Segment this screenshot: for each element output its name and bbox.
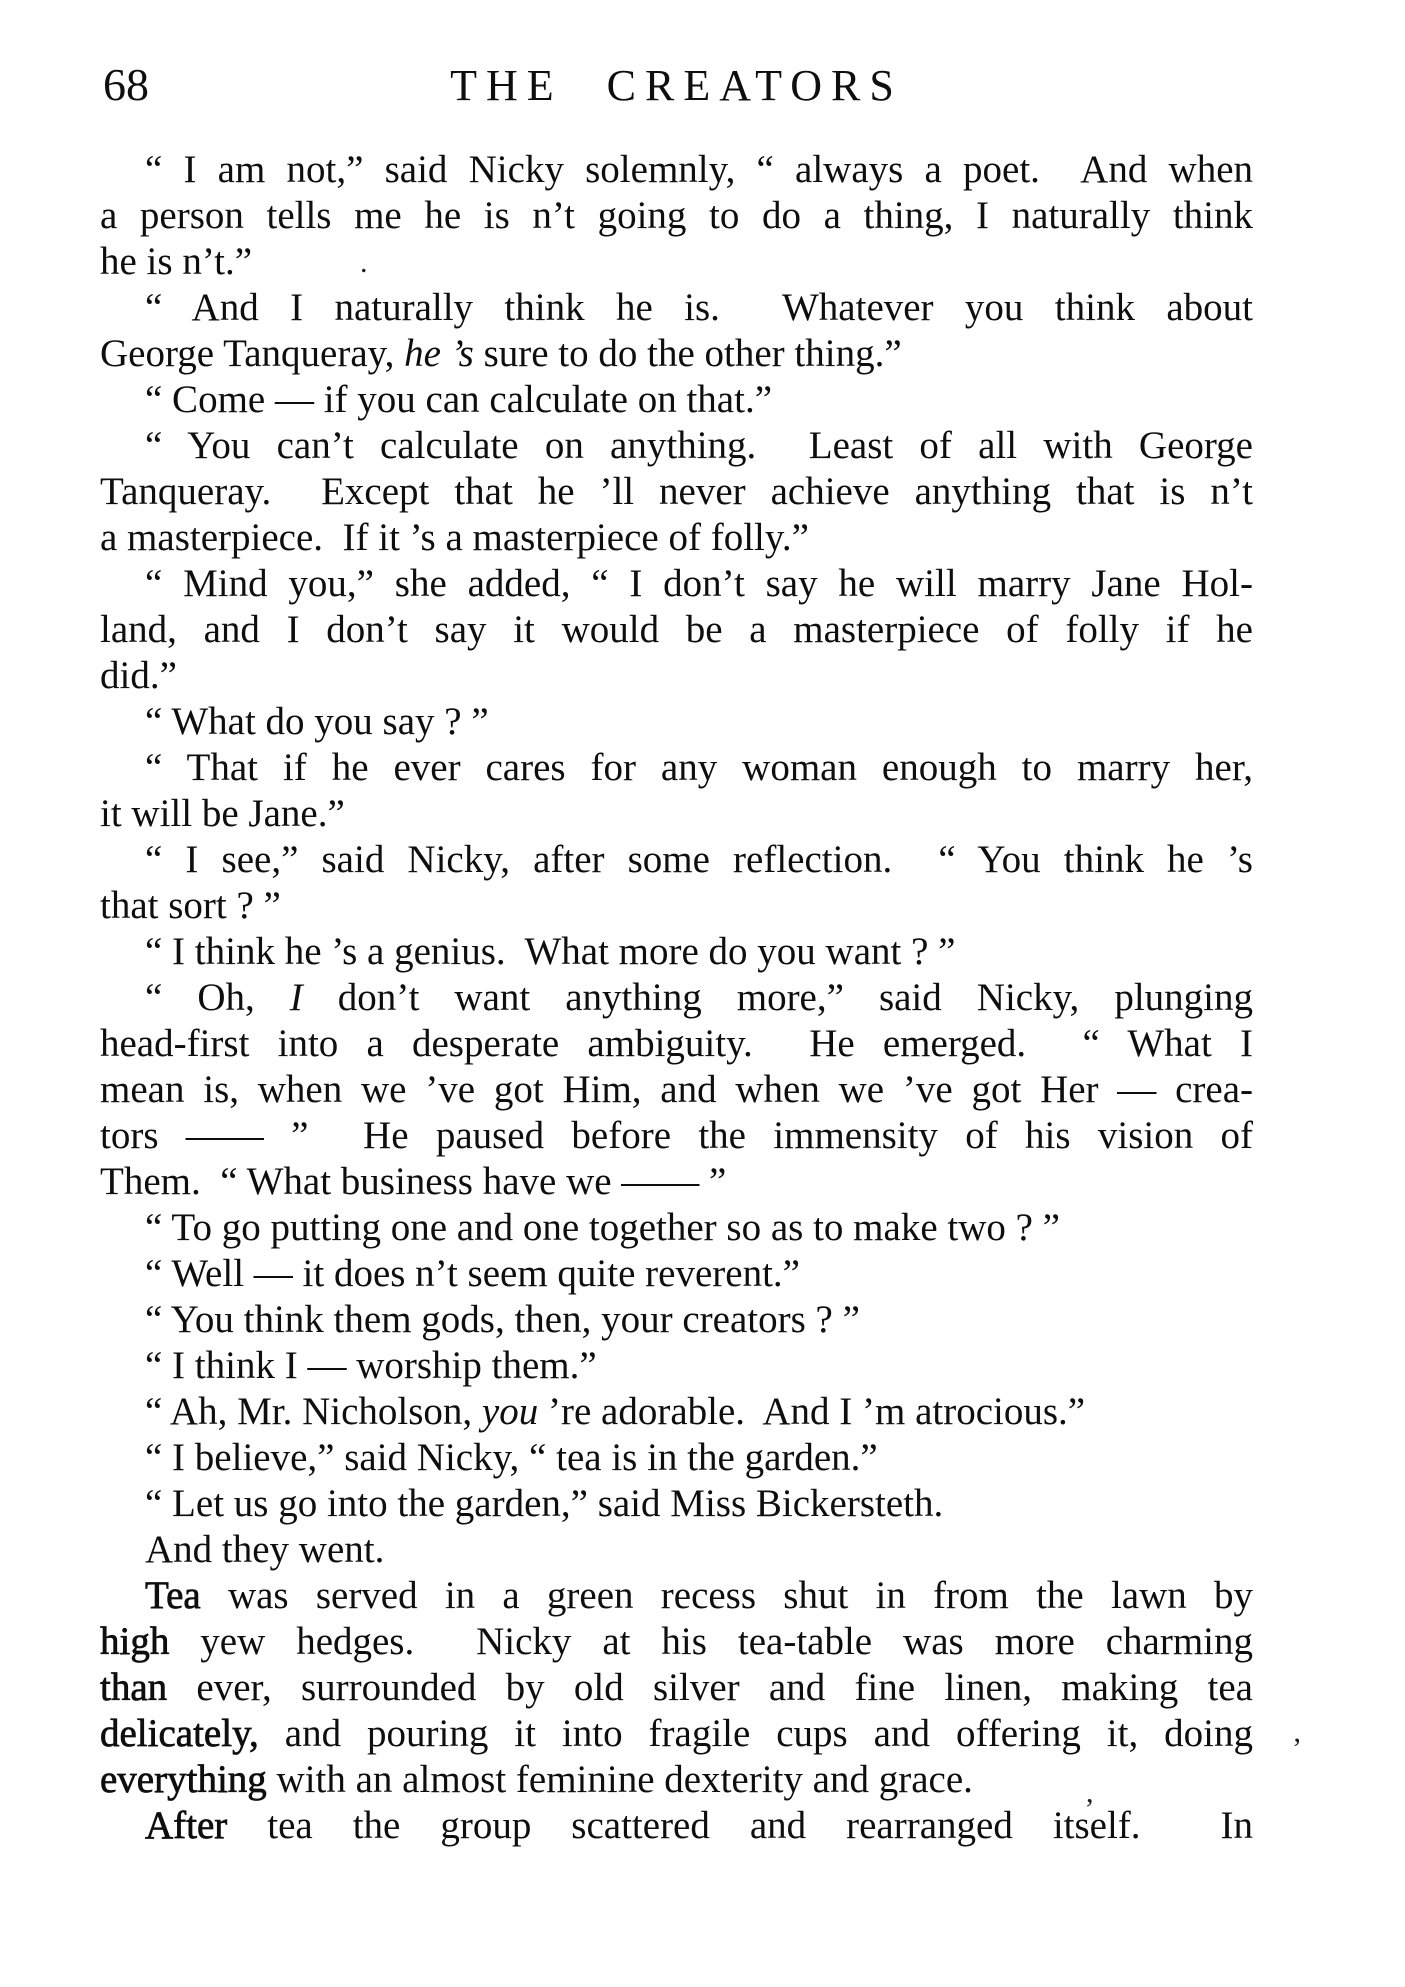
text-line (100, 745, 1253, 791)
text-segment: “ I think I — worship them.” (145, 1344, 597, 1387)
text-segment: “ Mind you,” she added, “ I don’t say he will marry Jane Hol- (145, 562, 1253, 605)
text-segment: Tea (145, 1574, 201, 1617)
text-segment: “ Come — if you can calculate on that.” (145, 378, 773, 421)
text-segment: you (481, 1390, 539, 1433)
text-segment: George Tanqueray, (100, 332, 405, 375)
scan-speck: . (360, 246, 368, 279)
text-line (100, 1619, 1253, 1665)
text-line (100, 285, 1253, 331)
text-segment: was served in a green recess shut in from the lawn by (200, 1574, 1253, 1617)
text-segment: ever, surrounded by old silver and fine linen, making tea (167, 1666, 1253, 1709)
text-line (100, 699, 1253, 745)
text-segment: delicately, (100, 1712, 259, 1755)
text-line (100, 1021, 1253, 1067)
text-line (100, 1435, 1253, 1481)
text-segment: “ That if he ever cares for any woman enough to marry her, (145, 746, 1253, 789)
text-line (100, 653, 1253, 699)
text-line (100, 377, 1253, 423)
page-number: 68 (103, 59, 149, 110)
text-line (100, 331, 1253, 377)
text-segment: a person tells me he is n’t going to do a thing, I naturally think (100, 194, 1253, 237)
text-segment: “ What do you say ? ” (145, 700, 489, 743)
text-segment: “ I am not,” said Nicky solemnly, “ always a poet. And when (145, 148, 1253, 191)
text-segment: “ Let us go into the garden,” said Miss Bickersteth. (145, 1482, 944, 1525)
text-segment: ’re adorable. And I ’m atrocious.” (538, 1390, 1086, 1433)
running-title: THE CREATORS (450, 61, 903, 110)
text-line (100, 423, 1253, 469)
text-segment: “ I think he ’s a genius. What more do you want ? ” (145, 930, 956, 973)
text-line (100, 147, 1253, 193)
text-line (100, 883, 1253, 929)
text-line (100, 561, 1253, 607)
text-segment: “ You think them gods, then, your creators ? ” (145, 1298, 860, 1341)
text-line (100, 1251, 1253, 1297)
text-line (100, 1297, 1253, 1343)
text-segment: don’t want anything more,” said Nicky, plunging (302, 976, 1253, 1019)
text-line (100, 239, 1253, 285)
text-segment: sure to do the other thing.” (473, 332, 902, 375)
text-line (100, 1205, 1253, 1251)
text-segment: a masterpiece. If it ’s a masterpiece of folly.” (100, 516, 809, 559)
text-segment: “ I believe,” said Nicky, “ tea is in the garden.” (145, 1436, 878, 1479)
text-line (100, 1711, 1253, 1757)
text-line (100, 1803, 1253, 1849)
text-segment: it will be Jane.” (100, 792, 345, 835)
text-segment: with an almost feminine dexterity and grace. (266, 1758, 973, 1801)
text-line (100, 1113, 1253, 1159)
text-segment: tea the group scattered and rearranged itself. In (227, 1804, 1253, 1847)
text-line (100, 515, 1253, 561)
text-line (100, 1573, 1253, 1619)
text-line (100, 929, 1253, 975)
text-line (100, 791, 1253, 837)
text-segment: “ You can’t calculate on anything. Least of all with George (145, 424, 1253, 467)
text-segment: he ’s (404, 332, 474, 375)
scan-speck: , (1086, 1776, 1094, 1809)
text-segment: Tanqueray. Except that he ’ll never achieve anything that is n’t (100, 470, 1253, 513)
text-segment: “ To go putting one and one together so as to make two ? ” (145, 1206, 1060, 1249)
text-segment: that sort ? ” (100, 884, 281, 927)
text-line (100, 975, 1253, 1021)
text-segment: And they went. (145, 1528, 385, 1571)
text-segment: and pouring it into fragile cups and offering it, doing (258, 1712, 1253, 1755)
text-line (100, 1067, 1253, 1113)
text-segment: everything (100, 1758, 267, 1801)
text-line (100, 1481, 1253, 1527)
text-line (100, 1159, 1253, 1205)
text-segment: did.” (100, 654, 177, 697)
scan-speck: ’ (1292, 1732, 1302, 1765)
text-line (100, 607, 1253, 653)
text-segment: I (289, 976, 303, 1019)
text-line (100, 1757, 1253, 1803)
text-segment: yew hedges. Nicky at his tea-table was more charming (169, 1620, 1253, 1663)
text-segment: mean is, when we ’ve got Him, and when we ’ve got Her — crea- (100, 1068, 1253, 1111)
text-line (100, 837, 1253, 883)
text-line (100, 1665, 1253, 1711)
text-block (100, 147, 1253, 1849)
text-segment: he is n’t.” (100, 240, 253, 283)
text-segment: “ Ah, Mr. Nicholson, (145, 1390, 482, 1433)
text-line (100, 1389, 1253, 1435)
text-line (100, 1527, 1253, 1573)
text-line (100, 469, 1253, 515)
text-segment: tors —— ” He paused before the immensity of his vision of (100, 1114, 1253, 1157)
text-segment: Them. “ What business have we —— ” (100, 1160, 727, 1203)
text-segment: “ I see,” said Nicky, after some reflection. “ You think he ’s (145, 838, 1253, 881)
text-segment: than (100, 1666, 168, 1709)
text-segment: high (100, 1620, 170, 1663)
text-segment: head-first into a desperate ambiguity. He emerged. “ What I (100, 1022, 1253, 1065)
text-segment: “ And I naturally think he is. Whatever you think about (145, 286, 1253, 329)
text-line (100, 193, 1253, 239)
text-segment: “ Oh, (145, 976, 290, 1019)
text-line (100, 1343, 1253, 1389)
text-segment: After (145, 1804, 228, 1847)
text-segment: land, and I don’t say it would be a masterpiece of folly if he (100, 608, 1253, 651)
text-segment: “ Well — it does n’t seem quite reverent.” (145, 1252, 800, 1295)
